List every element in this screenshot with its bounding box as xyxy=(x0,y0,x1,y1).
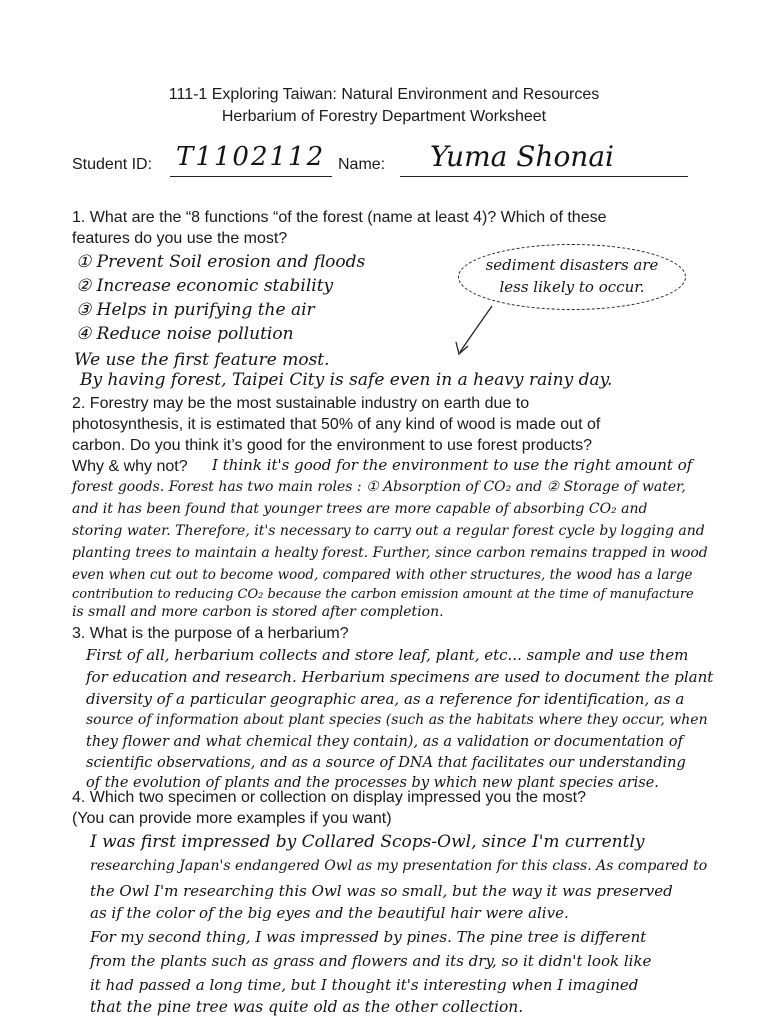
q2-prompt-line-2: photosynthesis, it is estimated that 50% of any kind of wood is made out of xyxy=(72,416,601,433)
q1-answer-1: ① Prevent Soil erosion and floods xyxy=(76,252,366,272)
q3-answer-line-5: they flower and what chemical they contain), as a validation or documentation of xyxy=(86,734,683,750)
student-id-label: Student ID: xyxy=(72,156,153,173)
q1-prompt-line-1: 1. What are the “8 functions “of the forest (name at least 4)? Which of these xyxy=(72,209,607,226)
q2-answer-line-6: contribution to reducing CO₂ because the carbon emission amount at the time of manufacture xyxy=(72,587,694,602)
q3-answer-line-4: source of information about plant species (such as the habitats where they occur, when xyxy=(86,712,708,728)
q2-answer-line-1: forest goods. Forest has two main roles : ① Absorption of CO₂ and ② Storage of water, xyxy=(72,479,686,495)
name-label: Name: xyxy=(338,156,386,173)
q4-answer-line-8: that the pine tree was quite old as the other collection. xyxy=(90,998,524,1016)
q1-answer-2: ② Increase economic stability xyxy=(76,276,334,296)
q3-answer-line-2: for education and research. Herbarium specimens are used to document the plant xyxy=(86,668,714,686)
q4-prompt-line-1: 4. Which two specimen or collection on display impressed you the most? xyxy=(72,789,587,806)
q4-answer-line-5: For my second thing, I was impressed by pines. The pine tree is different xyxy=(90,928,647,946)
q4-answer-line-7: it had passed a long time, but I thought it's interesting when I imagined xyxy=(90,976,639,994)
q2-prompt-line-4: Why & why not? xyxy=(72,458,188,475)
q1-bubble-note: sediment disasters are less likely to occur. xyxy=(485,256,659,296)
q4-answer-line-2: researching Japan's endangered Owl as my presentation for this class. As compared to xyxy=(90,858,708,874)
name-value: Yuma Shonai xyxy=(430,140,614,173)
q1-answer-3: ③ Helps in purifying the air xyxy=(76,300,315,320)
q3-answer-line-6: scientific observations, and as a source of DNA that facilitates our understanding xyxy=(86,755,686,771)
q2-answer-line-3: storing water. Therefore, it's necessary to carry out a regular forest cycle by logging and xyxy=(72,523,705,539)
q4-prompt-line-2: (You can provide more examples if you want) xyxy=(72,810,392,827)
q4-answer-line-6: from the plants such as grass and flowers and its dry, so it didn't look like xyxy=(90,952,652,970)
q3-answer-line-7: of the evolution of plants and the processes by which new plant species arise. xyxy=(86,775,659,791)
q1-followup-1: We use the first feature most. xyxy=(74,350,330,370)
q1-prompt-line-2: features do you use the most? xyxy=(72,230,288,247)
student-id-value: T1102112 xyxy=(176,142,326,172)
q4-answer-line-3: the Owl I'm researching this Owl was so small, but the way it was preserved xyxy=(90,882,673,900)
q4-answer-line-1: I was first impressed by Collared Scops-Owl, since I'm currently xyxy=(90,832,645,852)
q3-prompt: 3. What is the purpose of a herbarium? xyxy=(72,625,349,642)
q3-answer-line-3: diversity of a particular geographic area, as a reference for identification, as a xyxy=(86,690,685,708)
q2-answer-line-4: planting trees to maintain a healty forest. Further, since carbon remains trapped in wood xyxy=(72,545,708,561)
q2-answer-line-2: and it has been found that younger trees are more capable of absorbing CO₂ and xyxy=(72,501,648,517)
q4-answer-line-4: as if the color of the big eyes and the beautiful hair were alive. xyxy=(90,904,569,922)
q2-answer-line-5: even when cut out to become wood, compared with other structures, the wood has a large xyxy=(72,567,693,583)
q2-prompt-line-3: carbon. Do you think it’s good for the environment to use forest products? xyxy=(72,437,592,454)
q2-prompt-line-1: 2. Forestry may be the most sustainable industry on earth due to xyxy=(72,395,530,412)
q2-answer-first: I think it's good for the environment to use the right amount of xyxy=(212,456,693,474)
q1-followup-2: By having forest, Taipei City is safe even in a heavy rainy day. xyxy=(80,370,613,390)
worksheet-subtitle: Herbarium of Forestry Department Worksheet xyxy=(221,108,547,125)
worksheet-title: 111-1 Exploring Taiwan: Natural Environment and Resources xyxy=(168,86,600,103)
q1-answer-4: ④ Reduce noise pollution xyxy=(76,324,294,344)
q2-answer-line-7: is small and more carbon is stored after completion. xyxy=(72,604,444,620)
q3-answer-line-1: First of all, herbarium collects and store leaf, plant, etc... sample and use them xyxy=(86,646,689,664)
